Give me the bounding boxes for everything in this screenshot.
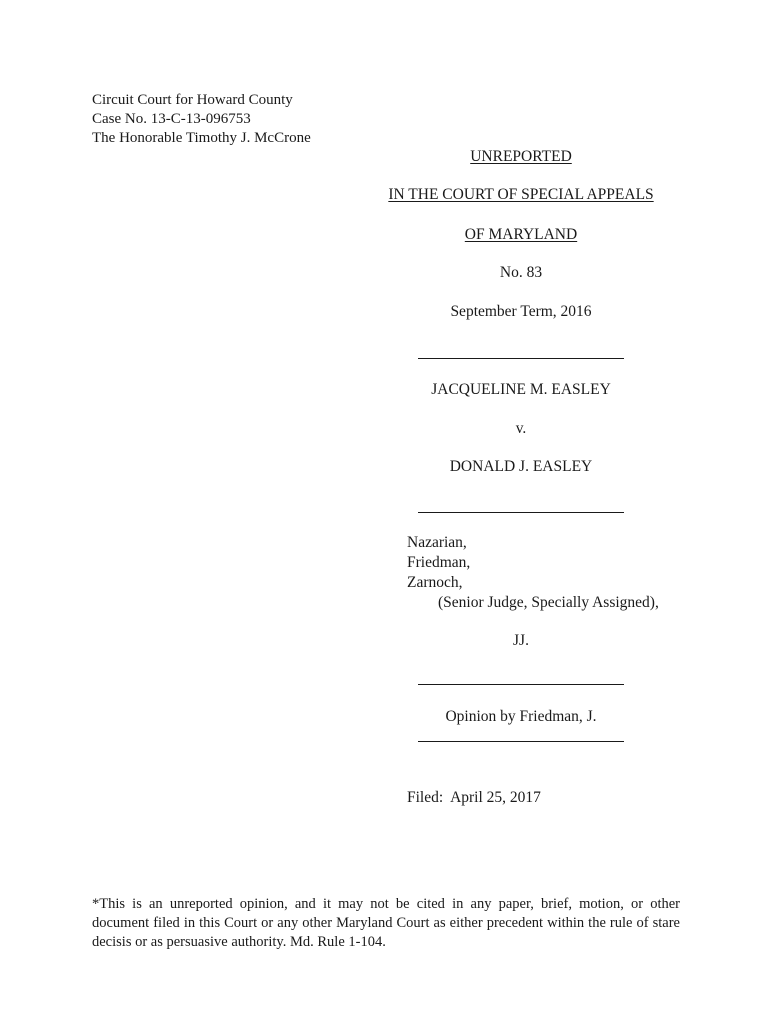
lower-court-name: Circuit Court for Howard County: [92, 92, 293, 108]
opinion-author: Opinion by Friedman, J.: [445, 708, 597, 725]
divider-rule: [418, 741, 624, 742]
term: September Term, 2016: [450, 303, 592, 320]
unreported-footnote: *This is an unreported opinion, and it may not be cited in any paper, brief, motion, or other document filed in this Court or any other Maryland Court as either precedent within the rule of stare decisis or as persuasive authority. Md. Rule 1-104.: [92, 896, 680, 950]
versus-label: v.: [515, 420, 527, 437]
judge-name: Friedman,: [407, 554, 471, 571]
lower-court-info: [92, 91, 311, 148]
judge-note: (Senior Judge, Specially Assigned),: [438, 594, 659, 611]
court-name-line1: IN THE COURT OF SPECIAL APPEALS: [388, 186, 654, 203]
judge-panel: [407, 533, 659, 613]
lower-court-case-number: Case No. 13-C-13-096753: [92, 111, 251, 127]
divider-rule: [418, 358, 624, 359]
appellee-name: DONALD J. EASLEY: [449, 458, 593, 475]
filed-date: Filed: April 25, 2017: [407, 789, 541, 806]
judge-name: Nazarian,: [407, 534, 467, 551]
judge-name: Zarnoch,: [407, 574, 463, 591]
status-heading: UNREPORTED: [470, 148, 572, 165]
case-number: No. 83: [499, 264, 543, 281]
appellant-name: JACQUELINE M. EASLEY: [431, 381, 611, 398]
lower-court-judge: The Honorable Timothy J. McCrone: [92, 130, 311, 146]
judges-suffix: JJ.: [513, 632, 529, 649]
court-name-line2: OF MARYLAND: [464, 226, 578, 243]
divider-rule: [418, 512, 624, 513]
divider-rule: [418, 684, 624, 685]
